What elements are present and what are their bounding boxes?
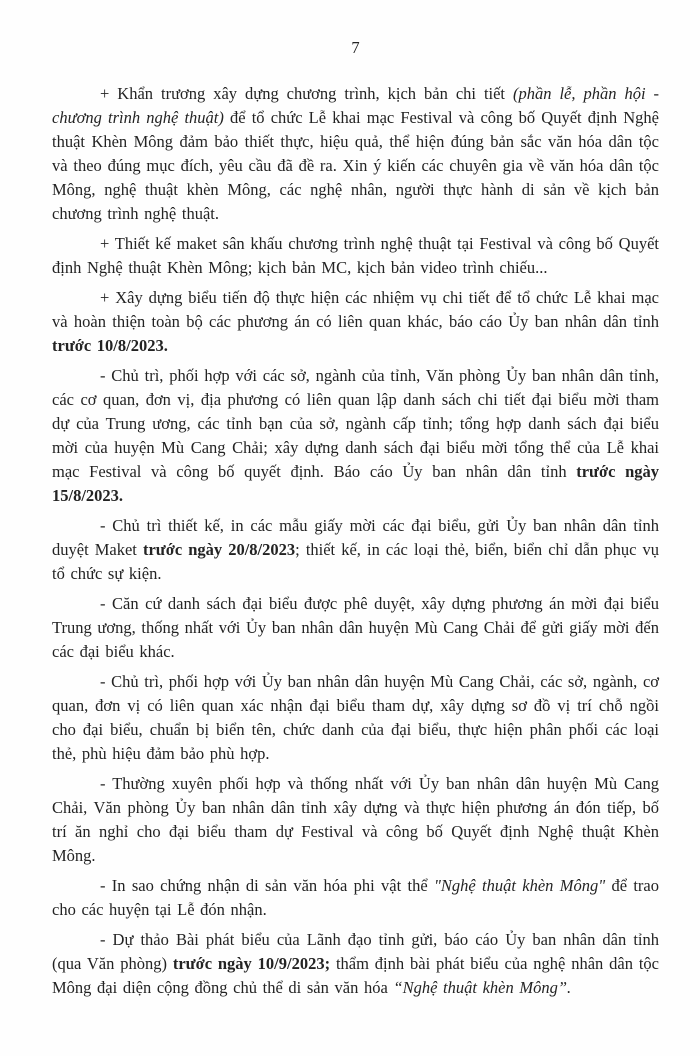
text-run: - Thường xuyên phối hợp và thống nhất với Ủy ban nhân dân huyện Mù Cang Chải, Văn phòng Ủy ban nhân dân tỉnh xây dựng và thực hiện phương án đón tiếp, bố trí ăn nghỉ cho đại biểu tham dự Festival và công bố Quyết định Nghệ thuật Khèn Mông.	[52, 774, 659, 865]
paragraph	[52, 772, 659, 868]
text-run: trước 10/8/2023.	[52, 336, 168, 355]
text-run: để trao cho các huyện tại Lễ đón nhận.	[52, 876, 659, 919]
text-run: ; thiết kế, in các loại thẻ, biển, biển chỉ dẫn phục vụ tổ chức sự kiện.	[52, 540, 660, 583]
paragraph	[52, 364, 659, 508]
text-run: - Chủ trì, phối hợp với Ủy ban nhân dân huyện Mù Cang Chải, các sở, ngành, cơ quan, đơn vị có liên quan xác nhận đại biểu tham dự, xây dựng sơ đồ vị trí chỗ ngồi cho đại biểu, chuẩn bị biển tên, chức danh của đại biểu, thực hiện phân phối các loại thẻ, phù hiệu đảm bảo phù hợp.	[52, 672, 659, 763]
paragraph	[52, 592, 659, 664]
text-run: - Dự thảo Bài phát biểu của Lãnh đạo tỉnh gửi, báo cáo Ủy ban nhân dân tỉnh (qua Văn phòng)	[52, 930, 659, 973]
text-run: trước ngày 15/8/2023.	[52, 462, 659, 505]
text-run: trước ngày 20/8/2023	[142, 540, 296, 559]
text-run: để tổ chức Lễ khai mạc Festival và công bố Quyết định Nghệ thuật Khèn Mông đảm bảo thiết thực, hiệu quả, thể hiện đúng bản sắc văn hóa dân tộc và theo đúng mục đích, yêu cầu đã đề ra. Xin ý kiến các chuyên gia về văn hóa dân tộc Mông, nghệ thuật khèn Mông, các nghệ nhân, người thực hành di sản về kịch bản chương trình nghệ thuật.	[52, 108, 659, 223]
paragraph	[52, 874, 659, 922]
paragraph	[52, 82, 659, 226]
text-run: trước ngày 10/9/2023;	[172, 954, 331, 973]
text-run: “Nghệ thuật khèn Mông”.	[393, 978, 572, 997]
paragraph	[52, 928, 659, 1000]
text-run: thẩm định bài phát biểu của nghệ nhân dân tộc Mông đại diện cộng đồng chủ thể di sản văn hóa	[52, 954, 660, 997]
paragraph	[52, 286, 659, 358]
text-run: - Chủ trì, phối hợp với các sở, ngành của tỉnh, Văn phòng Ủy ban nhân dân tỉnh, các cơ quan, đơn vị, địa phương có liên quan lập danh sách chi tiết đại biểu mời tham dự của Trung ương, các tỉnh bạn của sở, ngành cấp tỉnh; tổng hợp danh sách đại biểu mời của huyện Mù Cang Chải; xây dựng danh sách đại biểu mời tổng thể của Lễ khai mạc Festival và công bố quyết định. Báo cáo Ủy ban nhân dân tỉnh	[52, 366, 659, 481]
paragraph	[52, 232, 659, 280]
text-run: + Thiết kế maket sân khấu chương trình nghệ thuật tại Festival và công bố Quyết định Nghệ thuật Khèn Mông; kịch bản MC, kịch bản video trình chiếu...	[52, 234, 659, 277]
text-run: + Xây dựng biểu tiến độ thực hiện các nhiệm vụ chi tiết để tổ chức Lễ khai mạc và hoàn thiện toàn bộ các phương án có liên quan khác, báo cáo Ủy ban nhân dân tỉnh	[52, 288, 659, 331]
page-number: 7	[351, 38, 360, 57]
document-body	[52, 82, 659, 1000]
paragraph	[52, 670, 659, 766]
text-run: - Chủ trì thiết kế, in các mẫu giấy mời các đại biểu, gửi Ủy ban nhân dân tỉnh duyệt Maket	[52, 516, 659, 559]
text-run: - In sao chứng nhận di sản văn hóa phi vật thể	[100, 876, 434, 895]
text-run: "Nghệ thuật khèn Mông"	[433, 876, 606, 895]
text-run: + Khẩn trương xây dựng chương trình, kịch bản chi tiết	[100, 84, 513, 103]
text-run: (phần lễ, phần hội - chương trình nghệ thuật)	[52, 84, 659, 127]
text-run: - Căn cứ danh sách đại biểu được phê duyệt, xây dựng phương án mời đại biểu Trung ương, thống nhất với Ủy ban nhân dân huyện Mù Cang Chải để gửi giấy mời đến các đại biểu khác.	[52, 594, 659, 661]
paragraph	[52, 514, 659, 586]
